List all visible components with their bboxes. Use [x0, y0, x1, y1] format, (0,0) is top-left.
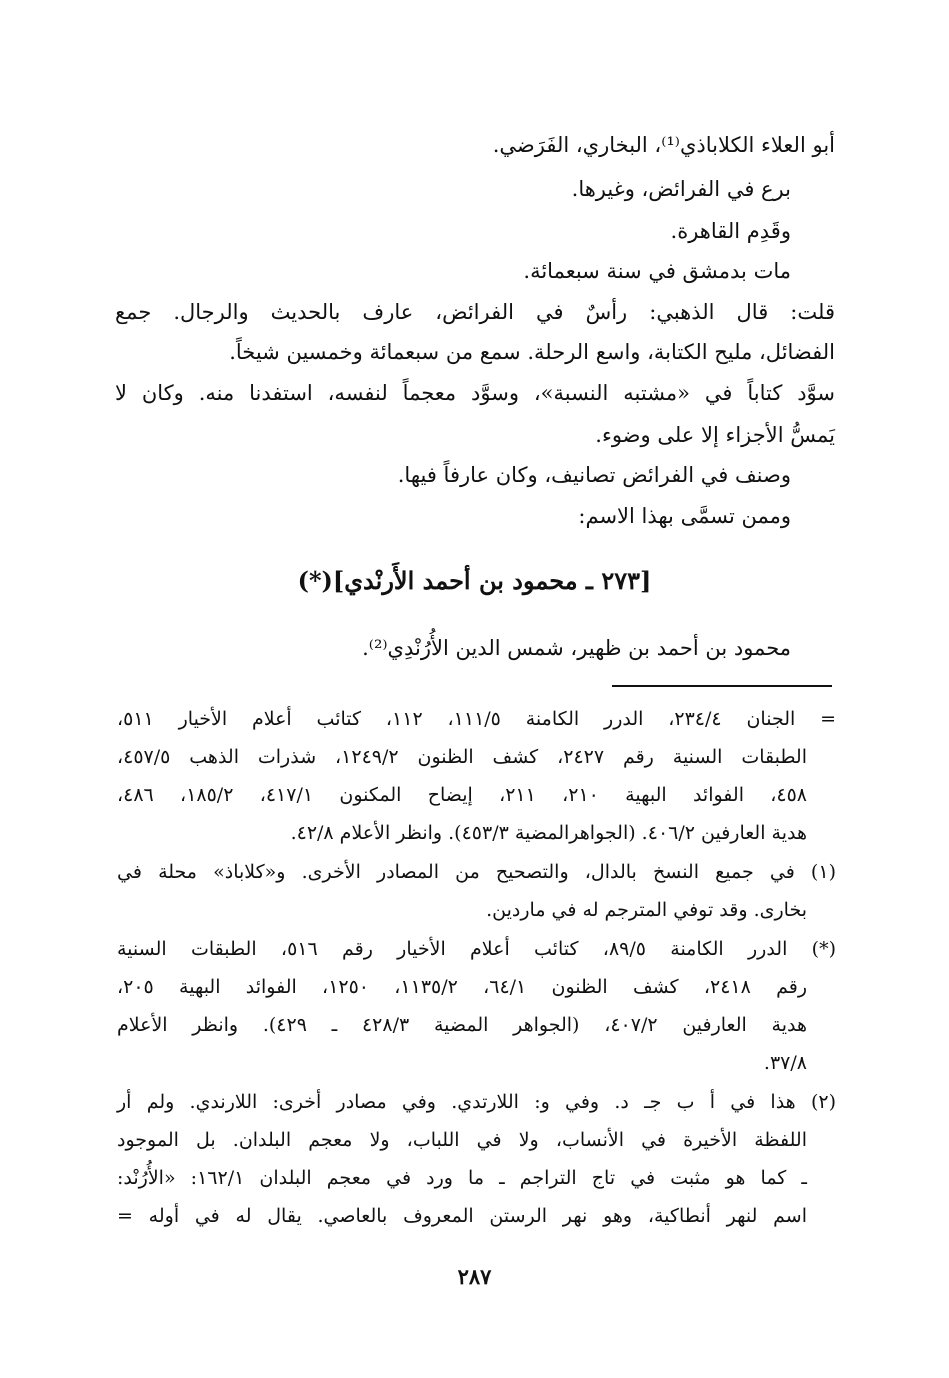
- footnote-2-line: (٢) هذا في أ ب جـ د. وفي و: اللارتدي. وفي مصادر أخرى: اللارندي. ولم أر: [117, 1091, 836, 1113]
- footnote-star-line: هدية العارفين ٤٠٧/٢، (الجواهر المضية ٤٢٨/٣ ـ ٤٢٩). وانظر الأعلام: [117, 1014, 807, 1036]
- body-line: وصنف في الفرائض تصانيف، وكان عارفاً فيها.: [397, 463, 791, 487]
- footnote-2-line: اسم لنهر أنطاكية، وهو نهر الرستن المعروف بالعاصي. يقال له في أوله =: [117, 1205, 807, 1227]
- footnote-line: ٤٥٨، الفوائد البهية ٢١٠، ٢١١، إيضاح المكنون ٤١٧/١، ١٨٥/٢، ٤٨٦،: [117, 784, 808, 806]
- entry-heading: [0, 563, 949, 599]
- footnote-star-line: (*) الدرر الكامنة ٨٩/٥، كتائب أعلام الأخيار رقم ٥١٦، الطبقات السنية: [117, 938, 836, 960]
- body-line: برع في الفرائض، وغيرها.: [571, 177, 791, 201]
- footnote-line: الطبقات السنية رقم ٢٤٢٧، كشف الظنون ١٢٤٩/٢، شذرات الذهب ٤٥٧/٥،: [117, 746, 807, 768]
- footnote-2-line: ـ كما هو مثبت في تاج التراجم ـ ما ورد في معجم البلدان ١٦٢/١: «الأُرُنْد:: [117, 1167, 807, 1189]
- footnote-star-line: رقم ٢٤١٨، كشف الظنون ٦٤/١، ١١٣٥/٢، ١٢٥٠، الفوائد البهية ٢٠٥،: [117, 976, 807, 998]
- body-line: الفضائل، مليح الكتابة، واسع الرحلة. سمع من سبعمائة وخمسين شيخاً.: [229, 340, 835, 364]
- page-number: ٢٨٧: [457, 1264, 492, 1289]
- footnote-2-line: اللفظة الأخيرة في الأنساب، ولا في اللباب، ولا معجم البلدان. بل الموجود: [117, 1129, 807, 1151]
- body-line: يَمسُّ الأجزاء إلا على وضوء.: [595, 423, 835, 447]
- body-line: مات بدمشق في سنة سبعمائة.: [523, 259, 791, 283]
- body-line: وقَدِم القاهرة.: [670, 219, 791, 243]
- body-line: وممن تسمَّى بهذا الاسم:: [578, 504, 791, 528]
- body-line: قلت: قال الذهبي: رأسٌ في الفرائض، عارف بالحديث والرجال. جمع: [115, 300, 835, 324]
- footnote-line: = الجنان ٢٣٤/٤، الدرر الكامنة ١١١/٥، ١١٢، كتائب أعلام الأخيار ٥١١،: [117, 708, 837, 730]
- entry-heading-text: [٢٧٣ ـ محمود بن أحمد الأَرنْدي](*): [297, 566, 652, 595]
- entry-text: محمود بن أحمد بن ظهير، شمس الدين الأُرُنْدِي⁽²⁾.: [362, 636, 791, 660]
- footnote-star-line: ٣٧/٨.: [763, 1052, 807, 1074]
- footnote-line: هدية العارفين ٤٠٦/٢. (الجواهرالمضية ٤٥٣/٣). وانظر الأعلام ٤٢/٨.: [290, 822, 807, 844]
- footnote-separator: [612, 685, 832, 687]
- body-line: سوَّد كتاباً في «مشتبه النسبة»، وسوَّد معجماً لنفسه، استفدنا منه. وكان لا: [115, 381, 835, 405]
- footnote-1-line: بخارى. وقد توفي المترجم له في ماردين.: [486, 899, 807, 921]
- footnote-1-line: (١) في جميع النسخ بالدال، والتصحيح من المصادر الأخرى. و«كلاباذ» محلة في: [117, 861, 836, 883]
- body-line: أبو العلاء الكلاباذي⁽¹⁾، البخاري، الفَرَضي.: [492, 133, 835, 157]
